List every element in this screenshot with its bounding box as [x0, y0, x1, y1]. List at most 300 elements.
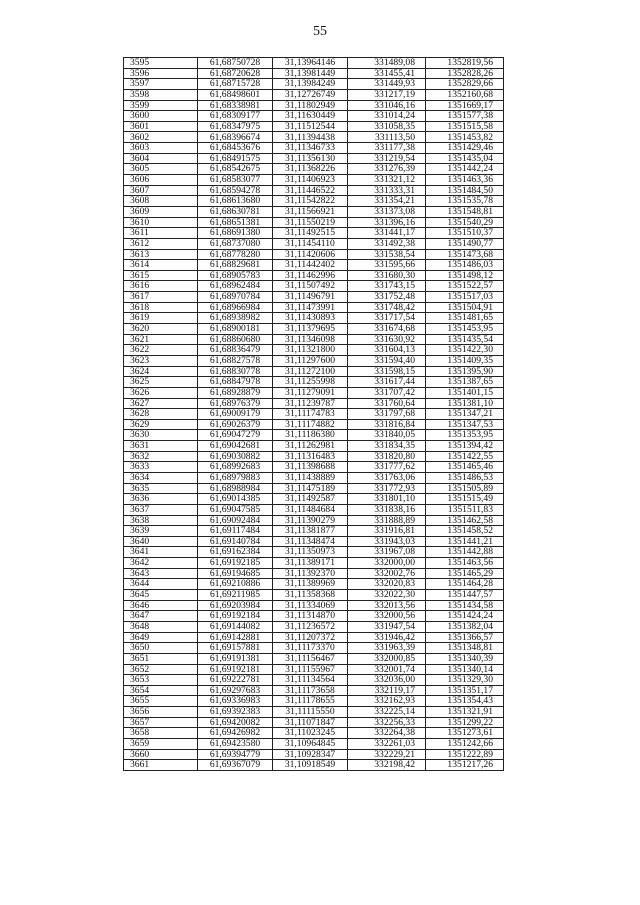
point-number-cell: 3629 [124, 419, 198, 430]
x-coordinate-cell: 331946,42 [348, 632, 426, 643]
table-row [124, 653, 504, 664]
x-coordinate-cell: 332002,76 [348, 568, 426, 579]
y-coordinate-cell: 1351486,03 [426, 260, 504, 271]
longitude-cell: 31,11174783 [273, 409, 348, 420]
longitude-cell: 31,11381877 [273, 526, 348, 537]
point-number-cell: 3607 [124, 185, 198, 196]
point-number-cell: 3638 [124, 515, 198, 526]
x-coordinate-cell: 331743,15 [348, 281, 426, 292]
table-row [124, 79, 504, 90]
point-number-cell: 3602 [124, 132, 198, 143]
x-coordinate-cell: 332000,85 [348, 653, 426, 664]
x-coordinate-cell: 332001,74 [348, 664, 426, 675]
y-coordinate-cell: 1351321,91 [426, 707, 504, 718]
x-coordinate-cell: 331777,62 [348, 462, 426, 473]
point-number-cell: 3645 [124, 590, 198, 601]
table-row [124, 175, 504, 186]
x-coordinate-cell: 331888,89 [348, 515, 426, 526]
point-number-cell: 3631 [124, 441, 198, 452]
y-coordinate-cell: 1351347,21 [426, 409, 504, 420]
longitude-cell: 31,11178655 [273, 696, 348, 707]
table-row [124, 270, 504, 281]
table-row [124, 111, 504, 122]
y-coordinate-cell: 1351453,95 [426, 324, 504, 335]
longitude-cell: 31,10918549 [273, 760, 348, 771]
longitude-cell: 31,11802949 [273, 100, 348, 111]
longitude-cell: 31,11346098 [273, 334, 348, 345]
table-row [124, 547, 504, 558]
table-row [124, 536, 504, 547]
latitude-cell: 61,69426982 [198, 728, 273, 739]
table-row [124, 302, 504, 313]
y-coordinate-cell: 1351465,46 [426, 462, 504, 473]
x-coordinate-cell: 332256,33 [348, 717, 426, 728]
longitude-cell: 31,11156467 [273, 653, 348, 664]
longitude-cell: 31,11368226 [273, 164, 348, 175]
longitude-cell: 31,11207372 [273, 632, 348, 643]
x-coordinate-cell: 331489,08 [348, 58, 426, 69]
latitude-cell: 61,68691380 [198, 228, 273, 239]
latitude-cell: 61,69117484 [198, 526, 273, 537]
table-row [124, 675, 504, 686]
y-coordinate-cell: 1351515,49 [426, 494, 504, 505]
latitude-cell: 61,69014385 [198, 494, 273, 505]
x-coordinate-cell: 332022,30 [348, 590, 426, 601]
table-row [124, 377, 504, 388]
x-coordinate-cell: 331834,35 [348, 441, 426, 452]
latitude-cell: 61,68905783 [198, 270, 273, 281]
point-number-cell: 3622 [124, 345, 198, 356]
latitude-cell: 61,68715728 [198, 79, 273, 90]
x-coordinate-cell: 331455,41 [348, 68, 426, 79]
y-coordinate-cell: 1351394,42 [426, 441, 504, 452]
x-coordinate-cell: 332225,14 [348, 707, 426, 718]
table-row [124, 483, 504, 494]
x-coordinate-cell: 331916,81 [348, 526, 426, 537]
latitude-cell: 61,69142881 [198, 632, 273, 643]
table-row [124, 558, 504, 569]
point-number-cell: 3650 [124, 643, 198, 654]
y-coordinate-cell: 1351515,58 [426, 121, 504, 132]
latitude-cell: 61,68309177 [198, 111, 273, 122]
longitude-cell: 31,13984249 [273, 79, 348, 90]
longitude-cell: 31,11239787 [273, 398, 348, 409]
point-number-cell: 3656 [124, 707, 198, 718]
y-coordinate-cell: 1351382,04 [426, 621, 504, 632]
x-coordinate-cell: 332000,00 [348, 558, 426, 569]
point-number-cell: 3612 [124, 238, 198, 249]
longitude-cell: 31,11496791 [273, 292, 348, 303]
latitude-cell: 61,68847978 [198, 377, 273, 388]
table-row [124, 717, 504, 728]
table-row [124, 611, 504, 622]
point-number-cell: 3621 [124, 334, 198, 345]
point-number-cell: 3634 [124, 472, 198, 483]
latitude-cell: 61,69367079 [198, 760, 273, 771]
latitude-cell: 61,69420082 [198, 717, 273, 728]
longitude-cell: 31,11255998 [273, 377, 348, 388]
table-row [124, 621, 504, 632]
longitude-cell: 31,11356130 [273, 153, 348, 164]
point-number-cell: 3652 [124, 664, 198, 675]
point-number-cell: 3626 [124, 387, 198, 398]
x-coordinate-cell: 331058,35 [348, 121, 426, 132]
y-coordinate-cell: 1351484,50 [426, 185, 504, 196]
latitude-cell: 61,68542675 [198, 164, 273, 175]
table-row [124, 515, 504, 526]
point-number-cell: 3660 [124, 749, 198, 760]
x-coordinate-cell: 332229,21 [348, 749, 426, 760]
x-coordinate-cell: 332264,38 [348, 728, 426, 739]
y-coordinate-cell: 1351381,10 [426, 398, 504, 409]
longitude-cell: 31,11438889 [273, 472, 348, 483]
y-coordinate-cell: 1351535,78 [426, 196, 504, 207]
point-number-cell: 3608 [124, 196, 198, 207]
longitude-cell: 31,11186380 [273, 430, 348, 441]
latitude-cell: 61,69042681 [198, 441, 273, 452]
x-coordinate-cell: 331396,16 [348, 217, 426, 228]
longitude-cell: 31,11630449 [273, 111, 348, 122]
point-number-cell: 3630 [124, 430, 198, 441]
point-number-cell: 3641 [124, 547, 198, 558]
table-row [124, 568, 504, 579]
x-coordinate-cell: 331321,12 [348, 175, 426, 186]
x-coordinate-cell: 331680,30 [348, 270, 426, 281]
point-number-cell: 3643 [124, 568, 198, 579]
page-number: 55 [313, 24, 327, 39]
x-coordinate-cell: 331630,92 [348, 334, 426, 345]
table-row [124, 121, 504, 132]
latitude-cell: 61,69194685 [198, 568, 273, 579]
point-number-cell: 3606 [124, 175, 198, 186]
x-coordinate-cell: 331449,93 [348, 79, 426, 90]
longitude-cell: 31,11512544 [273, 121, 348, 132]
latitude-cell: 61,69336983 [198, 696, 273, 707]
table-row [124, 334, 504, 345]
x-coordinate-cell: 331801,10 [348, 494, 426, 505]
table-row [124, 749, 504, 760]
x-coordinate-cell: 331595,66 [348, 260, 426, 271]
table-row [124, 419, 504, 430]
y-coordinate-cell: 1351442,24 [426, 164, 504, 175]
latitude-cell: 61,68396674 [198, 132, 273, 143]
latitude-cell: 61,68778280 [198, 249, 273, 260]
y-coordinate-cell: 1351441,21 [426, 536, 504, 547]
x-coordinate-cell: 331772,93 [348, 483, 426, 494]
latitude-cell: 61,68938982 [198, 313, 273, 324]
latitude-cell: 61,68498601 [198, 89, 273, 100]
table-row [124, 462, 504, 473]
point-number-cell: 3603 [124, 143, 198, 154]
y-coordinate-cell: 1351511,83 [426, 504, 504, 515]
latitude-cell: 61,69026379 [198, 419, 273, 430]
x-coordinate-cell: 332198,42 [348, 760, 426, 771]
x-coordinate-cell: 331598,15 [348, 366, 426, 377]
x-coordinate-cell: 331594,40 [348, 355, 426, 366]
point-number-cell: 3619 [124, 313, 198, 324]
table-row [124, 398, 504, 409]
longitude-cell: 31,10964845 [273, 739, 348, 750]
point-number-cell: 3644 [124, 579, 198, 590]
longitude-cell: 31,11346733 [273, 143, 348, 154]
longitude-cell: 31,11379695 [273, 324, 348, 335]
y-coordinate-cell: 1351222,89 [426, 749, 504, 760]
y-coordinate-cell: 1351429,46 [426, 143, 504, 154]
longitude-cell: 31,11406923 [273, 175, 348, 186]
longitude-cell: 31,11358368 [273, 590, 348, 601]
latitude-cell: 61,68962484 [198, 281, 273, 292]
point-number-cell: 3625 [124, 377, 198, 388]
table-row [124, 590, 504, 601]
y-coordinate-cell: 1351486,53 [426, 472, 504, 483]
table-row [124, 345, 504, 356]
latitude-cell: 61,68830778 [198, 366, 273, 377]
table-row [124, 409, 504, 420]
y-coordinate-cell: 1351540,29 [426, 217, 504, 228]
point-number-cell: 3614 [124, 260, 198, 271]
x-coordinate-cell: 331354,21 [348, 196, 426, 207]
point-number-cell: 3659 [124, 739, 198, 750]
x-coordinate-cell: 331763,06 [348, 472, 426, 483]
longitude-cell: 31,11316483 [273, 451, 348, 462]
point-number-cell: 3623 [124, 355, 198, 366]
table-row [124, 696, 504, 707]
latitude-cell: 61,69192185 [198, 558, 273, 569]
y-coordinate-cell: 1351435,04 [426, 153, 504, 164]
latitude-cell: 61,69140784 [198, 536, 273, 547]
y-coordinate-cell: 1351273,61 [426, 728, 504, 739]
longitude-cell: 31,11484684 [273, 504, 348, 515]
point-number-cell: 3618 [124, 302, 198, 313]
point-number-cell: 3610 [124, 217, 198, 228]
latitude-cell: 61,69192181 [198, 664, 273, 675]
y-coordinate-cell: 1352819,56 [426, 58, 504, 69]
latitude-cell: 61,69157881 [198, 643, 273, 654]
point-number-cell: 3636 [124, 494, 198, 505]
table-row [124, 164, 504, 175]
latitude-cell: 61,69162384 [198, 547, 273, 558]
x-coordinate-cell: 331219,54 [348, 153, 426, 164]
point-number-cell: 3595 [124, 58, 198, 69]
table-row [124, 504, 504, 515]
table-row [124, 217, 504, 228]
x-coordinate-cell: 332013,56 [348, 600, 426, 611]
x-coordinate-cell: 331441,17 [348, 228, 426, 239]
table-row [124, 238, 504, 249]
x-coordinate-cell: 331717,54 [348, 313, 426, 324]
latitude-cell: 61,69144082 [198, 621, 273, 632]
longitude-cell: 31,11134564 [273, 675, 348, 686]
x-coordinate-cell: 331707,42 [348, 387, 426, 398]
x-coordinate-cell: 331840,05 [348, 430, 426, 441]
longitude-cell: 31,11430893 [273, 313, 348, 324]
point-number-cell: 3648 [124, 621, 198, 632]
longitude-cell: 31,11023245 [273, 728, 348, 739]
latitude-cell: 61,69192184 [198, 611, 273, 622]
latitude-cell: 61,69030882 [198, 451, 273, 462]
table-row [124, 249, 504, 260]
latitude-cell: 61,68453676 [198, 143, 273, 154]
longitude-cell: 31,11475189 [273, 483, 348, 494]
y-coordinate-cell: 1351464,28 [426, 579, 504, 590]
y-coordinate-cell: 1351458,52 [426, 526, 504, 537]
point-number-cell: 3611 [124, 228, 198, 239]
latitude-cell: 61,68613680 [198, 196, 273, 207]
point-number-cell: 3639 [124, 526, 198, 537]
point-number-cell: 3646 [124, 600, 198, 611]
table-row [124, 58, 504, 69]
latitude-cell: 61,68338981 [198, 100, 273, 111]
longitude-cell: 31,11462996 [273, 270, 348, 281]
latitude-cell: 61,68988984 [198, 483, 273, 494]
latitude-cell: 61,68992683 [198, 462, 273, 473]
point-number-cell: 3657 [124, 717, 198, 728]
longitude-cell: 31,11492515 [273, 228, 348, 239]
point-number-cell: 3661 [124, 760, 198, 771]
longitude-cell: 31,11071847 [273, 717, 348, 728]
point-number-cell: 3615 [124, 270, 198, 281]
table-row [124, 632, 504, 643]
latitude-cell: 61,69009179 [198, 409, 273, 420]
longitude-cell: 31,12726749 [273, 89, 348, 100]
x-coordinate-cell: 331748,42 [348, 302, 426, 313]
point-number-cell: 3604 [124, 153, 198, 164]
latitude-cell: 61,68966984 [198, 302, 273, 313]
longitude-cell: 31,11454110 [273, 238, 348, 249]
point-number-cell: 3597 [124, 79, 198, 90]
longitude-cell: 31,11236572 [273, 621, 348, 632]
point-number-cell: 3609 [124, 206, 198, 217]
y-coordinate-cell: 1352828,26 [426, 68, 504, 79]
table-row [124, 260, 504, 271]
y-coordinate-cell: 1351505,89 [426, 483, 504, 494]
coordinates-table-body [124, 58, 504, 771]
latitude-cell: 61,69191381 [198, 653, 273, 664]
table-row [124, 387, 504, 398]
y-coordinate-cell: 1351395,90 [426, 366, 504, 377]
point-number-cell: 3642 [124, 558, 198, 569]
longitude-cell: 31,11115550 [273, 707, 348, 718]
point-number-cell: 3640 [124, 536, 198, 547]
y-coordinate-cell: 1351409,35 [426, 355, 504, 366]
table-row [124, 760, 504, 771]
latitude-cell: 61,68651381 [198, 217, 273, 228]
x-coordinate-cell: 331014,24 [348, 111, 426, 122]
x-coordinate-cell: 331967,08 [348, 547, 426, 558]
point-number-cell: 3616 [124, 281, 198, 292]
latitude-cell: 61,68594278 [198, 185, 273, 196]
longitude-cell: 31,11507492 [273, 281, 348, 292]
y-coordinate-cell: 1351387,65 [426, 377, 504, 388]
table-row [124, 579, 504, 590]
table-row [124, 685, 504, 696]
longitude-cell: 31,11420606 [273, 249, 348, 260]
table-row [124, 366, 504, 377]
y-coordinate-cell: 1351217,26 [426, 760, 504, 771]
point-number-cell: 3617 [124, 292, 198, 303]
y-coordinate-cell: 1351453,82 [426, 132, 504, 143]
longitude-cell: 31,11492587 [273, 494, 348, 505]
latitude-cell: 61,68347975 [198, 121, 273, 132]
table-row [124, 313, 504, 324]
point-number-cell: 3600 [124, 111, 198, 122]
x-coordinate-cell: 331217,19 [348, 89, 426, 100]
y-coordinate-cell: 1351434,58 [426, 600, 504, 611]
point-number-cell: 3649 [124, 632, 198, 643]
y-coordinate-cell: 1351340,14 [426, 664, 504, 675]
longitude-cell: 31,11446522 [273, 185, 348, 196]
x-coordinate-cell: 331963,39 [348, 643, 426, 654]
table-row [124, 739, 504, 750]
point-number-cell: 3654 [124, 685, 198, 696]
x-coordinate-cell: 331604,13 [348, 345, 426, 356]
latitude-cell: 61,68491575 [198, 153, 273, 164]
y-coordinate-cell: 1351481,65 [426, 313, 504, 324]
longitude-cell: 31,11392370 [273, 568, 348, 579]
y-coordinate-cell: 1351669,17 [426, 100, 504, 111]
latitude-cell: 61,68976379 [198, 398, 273, 409]
x-coordinate-cell: 332119,17 [348, 685, 426, 696]
y-coordinate-cell: 1351490,77 [426, 238, 504, 249]
x-coordinate-cell: 331276,39 [348, 164, 426, 175]
x-coordinate-cell: 331492,38 [348, 238, 426, 249]
table-row [124, 472, 504, 483]
x-coordinate-cell: 332036,00 [348, 675, 426, 686]
x-coordinate-cell: 331816,84 [348, 419, 426, 430]
y-coordinate-cell: 1351347,53 [426, 419, 504, 430]
y-coordinate-cell: 1351351,17 [426, 685, 504, 696]
latitude-cell: 61,69092484 [198, 515, 273, 526]
y-coordinate-cell: 1351422,55 [426, 451, 504, 462]
latitude-cell: 61,69394779 [198, 749, 273, 760]
longitude-cell: 31,11173658 [273, 685, 348, 696]
point-number-cell: 3658 [124, 728, 198, 739]
point-number-cell: 3627 [124, 398, 198, 409]
latitude-cell: 61,68583077 [198, 175, 273, 186]
latitude-cell: 61,68827578 [198, 355, 273, 366]
y-coordinate-cell: 1352829,66 [426, 79, 504, 90]
latitude-cell: 61,69222781 [198, 675, 273, 686]
y-coordinate-cell: 1351354,43 [426, 696, 504, 707]
latitude-cell: 61,68900181 [198, 324, 273, 335]
latitude-cell: 61,69047585 [198, 504, 273, 515]
longitude-cell: 31,11350973 [273, 547, 348, 558]
point-number-cell: 3620 [124, 324, 198, 335]
x-coordinate-cell: 331333,31 [348, 185, 426, 196]
table-row [124, 132, 504, 143]
table-row [124, 143, 504, 154]
y-coordinate-cell: 1351435,54 [426, 334, 504, 345]
latitude-cell: 61,68737080 [198, 238, 273, 249]
x-coordinate-cell: 331752,48 [348, 292, 426, 303]
x-coordinate-cell: 332162,93 [348, 696, 426, 707]
point-number-cell: 3651 [124, 653, 198, 664]
y-coordinate-cell: 1351340,39 [426, 653, 504, 664]
longitude-cell: 31,11173370 [273, 643, 348, 654]
x-coordinate-cell: 331820,80 [348, 451, 426, 462]
y-coordinate-cell: 1351442,88 [426, 547, 504, 558]
y-coordinate-cell: 1351548,81 [426, 206, 504, 217]
longitude-cell: 31,11550219 [273, 217, 348, 228]
x-coordinate-cell: 331113,50 [348, 132, 426, 143]
longitude-cell: 31,11442402 [273, 260, 348, 271]
longitude-cell: 31,11297600 [273, 355, 348, 366]
y-coordinate-cell: 1351463,56 [426, 558, 504, 569]
latitude-cell: 61,69047279 [198, 430, 273, 441]
point-number-cell: 3655 [124, 696, 198, 707]
table-row [124, 707, 504, 718]
latitude-cell: 61,69211985 [198, 590, 273, 601]
